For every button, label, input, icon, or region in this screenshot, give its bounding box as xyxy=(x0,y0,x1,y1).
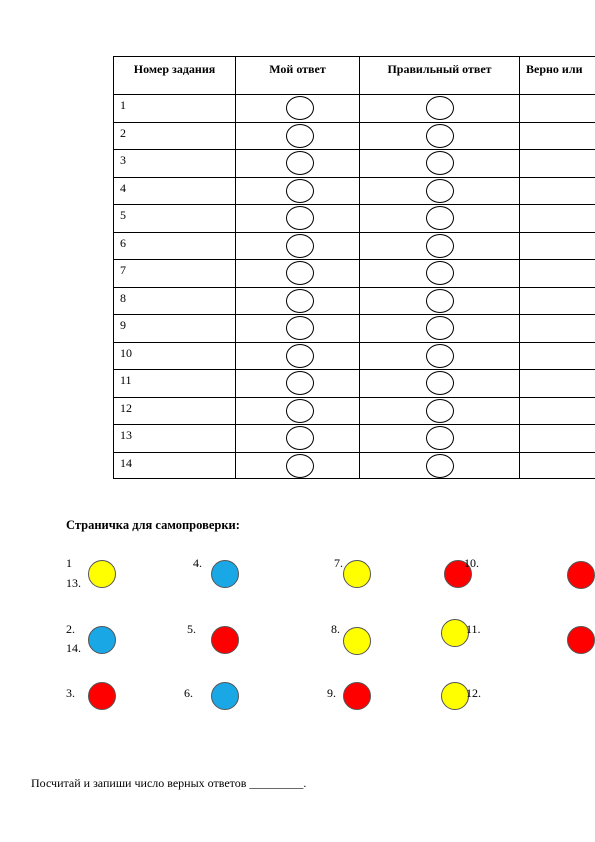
correct-answer-oval[interactable] xyxy=(426,399,454,423)
task-number: 5 xyxy=(120,208,126,222)
correct-or-not-cell[interactable] xyxy=(519,177,595,205)
task-number-cell xyxy=(113,94,235,122)
correct-or-not-cell[interactable] xyxy=(519,452,595,480)
my-answer-cell xyxy=(235,424,359,452)
correct-answer-cell xyxy=(359,94,519,122)
my-answer-oval[interactable] xyxy=(286,234,314,258)
my-answer-oval[interactable] xyxy=(286,206,314,230)
task-number-cell xyxy=(113,424,235,452)
label-3: 3. xyxy=(66,686,75,700)
label-1: 1 xyxy=(66,556,72,570)
task-number-cell xyxy=(113,259,235,287)
correct-answer-oval[interactable] xyxy=(426,234,454,258)
table-row xyxy=(113,122,595,150)
label-2: 2. xyxy=(66,622,75,636)
task-number: 1 xyxy=(120,98,126,112)
correct-answer-cell xyxy=(359,287,519,315)
my-answer-cell xyxy=(235,314,359,342)
label-4: 4. xyxy=(193,556,202,570)
table-row xyxy=(113,452,595,480)
task-number: 13 xyxy=(120,428,132,442)
table-row xyxy=(113,342,595,370)
table-row xyxy=(113,369,595,397)
my-answer-cell xyxy=(235,342,359,370)
correct-answer-oval[interactable] xyxy=(426,261,454,285)
correct-or-not-cell[interactable] xyxy=(519,149,595,177)
blue-dot xyxy=(88,626,116,654)
my-answer-oval[interactable] xyxy=(286,399,314,423)
correct-answer-cell xyxy=(359,397,519,425)
label-10: 10. xyxy=(464,556,479,570)
my-answer-oval[interactable] xyxy=(286,344,314,368)
correct-answer-oval[interactable] xyxy=(426,371,454,395)
task-number: 12 xyxy=(120,400,132,415)
label-9: 9. xyxy=(327,686,336,700)
my-answer-oval[interactable] xyxy=(286,454,314,478)
correct-answer-oval[interactable] xyxy=(426,206,454,230)
blue-dot xyxy=(211,682,239,710)
footer-instruction: Посчитай и запиши число верных ответов _________. xyxy=(31,776,307,790)
table-row xyxy=(113,232,595,260)
correct-answer-oval[interactable] xyxy=(426,124,454,148)
header-correct-answer: Правильный ответ xyxy=(359,56,519,94)
yellow-dot xyxy=(343,627,371,655)
table-row xyxy=(113,287,595,315)
red-dot xyxy=(211,626,239,654)
table-row xyxy=(113,424,595,452)
label-8: 8. xyxy=(331,622,340,636)
label-14: 14. xyxy=(66,641,81,655)
my-answer-oval[interactable] xyxy=(286,124,314,148)
red-dot xyxy=(567,561,595,589)
blue-dot xyxy=(211,560,239,588)
table-row xyxy=(113,314,595,342)
my-answer-oval[interactable] xyxy=(286,261,314,285)
table-row xyxy=(113,94,595,122)
answer-table xyxy=(113,56,595,479)
red-dot xyxy=(343,682,371,710)
task-number-cell xyxy=(113,177,235,205)
correct-or-not-cell[interactable] xyxy=(519,397,595,425)
correct-answer-oval[interactable] xyxy=(426,96,454,120)
red-dot xyxy=(88,682,116,710)
task-number: 2 xyxy=(120,125,126,140)
correct-or-not-cell[interactable] xyxy=(519,424,595,452)
task-number-cell xyxy=(113,342,235,370)
task-number: 8 xyxy=(120,290,126,305)
yellow-dot xyxy=(343,560,371,588)
header-correct-or: Верно или xyxy=(519,56,595,94)
correct-or-not-cell[interactable] xyxy=(519,369,595,397)
task-number-cell xyxy=(113,287,235,315)
task-number: 14 xyxy=(120,455,132,470)
label-13: 13. xyxy=(66,576,81,590)
correct-answer-oval[interactable] xyxy=(426,454,454,478)
my-answer-oval[interactable] xyxy=(286,371,314,395)
correct-answer-cell xyxy=(359,314,519,342)
task-number-cell xyxy=(113,397,235,425)
table-row xyxy=(113,204,595,232)
label-11: 11. xyxy=(466,622,481,636)
correct-answer-cell xyxy=(359,259,519,287)
task-number-cell xyxy=(113,232,235,260)
yellow-dot xyxy=(88,560,116,588)
task-number-cell xyxy=(113,149,235,177)
correct-or-not-cell[interactable] xyxy=(519,232,595,260)
my-answer-oval[interactable] xyxy=(286,151,314,175)
task-number: 6 xyxy=(120,235,126,250)
my-answer-cell xyxy=(235,232,359,260)
my-answer-cell xyxy=(235,397,359,425)
my-answer-cell xyxy=(235,149,359,177)
yellow-dot xyxy=(441,619,469,647)
correct-answer-oval[interactable] xyxy=(426,316,454,340)
my-answer-cell xyxy=(235,259,359,287)
task-number: 4 xyxy=(120,180,126,195)
correct-or-not-cell[interactable] xyxy=(519,314,595,342)
task-number: 9 xyxy=(120,318,126,332)
table-row xyxy=(113,259,595,287)
my-answer-oval[interactable] xyxy=(286,96,314,120)
correct-answer-cell xyxy=(359,369,519,397)
correct-or-not-cell[interactable] xyxy=(519,122,595,150)
correct-answer-cell xyxy=(359,122,519,150)
label-12: 12. xyxy=(466,686,481,700)
correct-answer-oval[interactable] xyxy=(426,344,454,368)
my-answer-oval[interactable] xyxy=(286,289,314,313)
task-number-cell xyxy=(113,122,235,150)
yellow-dot xyxy=(441,682,469,710)
table-row xyxy=(113,397,595,425)
my-answer-oval[interactable] xyxy=(286,426,314,450)
header-task-number: Номер задания xyxy=(113,56,235,94)
label-5: 5. xyxy=(187,622,196,636)
correct-answer-oval[interactable] xyxy=(426,289,454,313)
correct-or-not-cell[interactable] xyxy=(519,94,595,122)
correct-answer-cell xyxy=(359,232,519,260)
correct-answer-cell xyxy=(359,149,519,177)
my-answer-cell xyxy=(235,94,359,122)
red-dot xyxy=(567,626,595,654)
task-number-cell xyxy=(113,314,235,342)
task-number: 11 xyxy=(120,373,132,387)
my-answer-cell xyxy=(235,204,359,232)
task-number-cell xyxy=(113,369,235,397)
self-check-title: Страничка для самопроверки: xyxy=(66,518,240,532)
correct-answer-cell xyxy=(359,342,519,370)
my-answer-cell xyxy=(235,452,359,480)
my-answer-cell xyxy=(235,369,359,397)
my-answer-cell xyxy=(235,177,359,205)
correct-or-not-cell[interactable] xyxy=(519,204,595,232)
correct-or-not-cell[interactable] xyxy=(519,342,595,370)
my-answer-cell xyxy=(235,122,359,150)
task-number: 10 xyxy=(120,345,132,360)
correct-answer-oval[interactable] xyxy=(426,151,454,175)
table-header-row xyxy=(113,56,595,94)
my-answer-oval[interactable] xyxy=(286,179,314,203)
label-7: 7. xyxy=(334,556,343,570)
task-number-cell xyxy=(113,452,235,480)
table-row xyxy=(113,149,595,177)
my-answer-cell xyxy=(235,287,359,315)
correct-answer-oval[interactable] xyxy=(426,426,454,450)
correct-answer-cell xyxy=(359,204,519,232)
task-number: 7 xyxy=(120,263,126,277)
task-number-cell xyxy=(113,204,235,232)
header-my-answer: Мой ответ xyxy=(235,56,359,94)
table-row xyxy=(113,177,595,205)
task-number: 3 xyxy=(120,153,126,167)
correct-answer-cell xyxy=(359,452,519,480)
correct-answer-cell xyxy=(359,424,519,452)
correct-or-not-cell[interactable] xyxy=(519,259,595,287)
correct-answer-cell xyxy=(359,177,519,205)
correct-or-not-cell[interactable] xyxy=(519,287,595,315)
correct-answer-oval[interactable] xyxy=(426,179,454,203)
my-answer-oval[interactable] xyxy=(286,316,314,340)
label-6: 6. xyxy=(184,686,193,700)
